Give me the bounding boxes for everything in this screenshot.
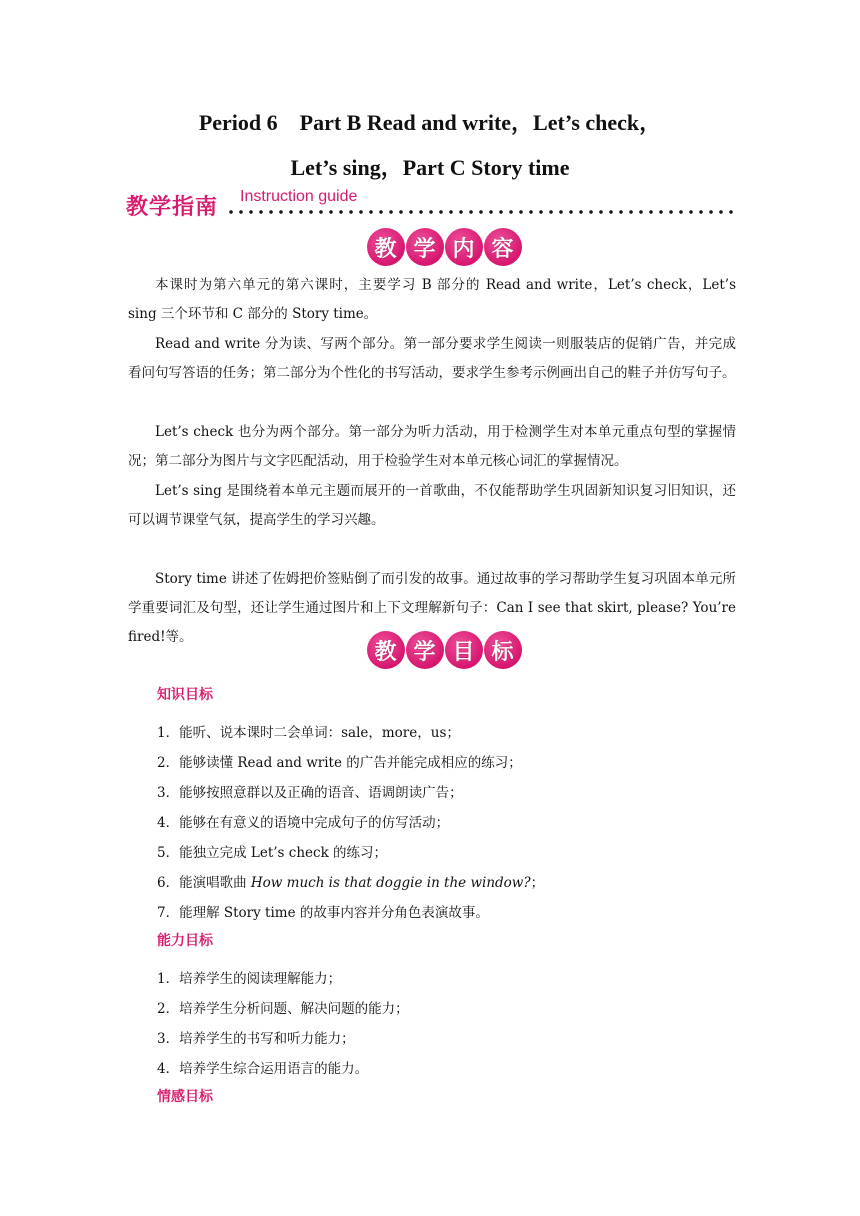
knowledge-objectives-heading: 知识目标: [157, 687, 213, 703]
content-paragraph: Let’s check 也分为两个部分。第一部分为听力活动，用于检测学生对本单元重点句型的掌握情况；第二部分为图片与文字匹配活动，用于检验学生对本单元核心词汇的掌握情况。: [128, 424, 736, 469]
dotted-rule: [226, 209, 738, 215]
badge-char: 内: [445, 228, 483, 266]
content-paragraph: Let’s sing 是围绕着本单元主题而展开的一首歌曲，不仅能帮助学生巩固新知识复习旧知识，还可以调节课堂气氛，提高学生的学习兴趣。: [128, 483, 736, 528]
guide-heading-cn: 教学指南: [126, 195, 219, 220]
knowledge-item: 2．能够读懂 Read and write 的广告并能完成相应的练习；: [157, 755, 522, 771]
ability-item: 2．培养学生分析问题、解决问题的能力；: [157, 1001, 409, 1017]
song-item-suffix: ；: [530, 875, 545, 891]
badge-char: 学: [406, 631, 444, 669]
knowledge-item: 7．能理解 Story time 的故事内容并分角色表演故事。: [157, 905, 489, 921]
ability-item: 3．培养学生的书写和听力能力；: [157, 1031, 355, 1047]
knowledge-item: 1．能听、说本课时二会单词：sale，more，us；: [157, 725, 460, 741]
knowledge-item: 4．能够在有意义的语境中完成句子的仿写活动；: [157, 815, 450, 831]
teaching-objectives-badge: [364, 630, 524, 670]
lesson-title-line-1: Period 6 Part B Read and write，Let’s check，: [198, 110, 662, 135]
badge-char: 容: [484, 228, 522, 266]
song-item-prefix: 6．能演唱歌曲: [157, 875, 251, 891]
knowledge-item: 3．能够按照意群以及正确的语音、语调朗读广告；: [157, 785, 463, 801]
knowledge-item: 5．能独立完成 Let’s check 的练习；: [157, 845, 388, 861]
content-paragraph: Story time 讲述了佐姆把价签贴倒了而引发的故事。通过故事的学习帮助学生复习巩固本单元所学重要词汇及句型，还让学生通过图片和上下文理解新句子：Can I see that skirt, please? You’re fired!等。: [128, 571, 736, 645]
song-title: How much is that doggie in the window?: [250, 875, 531, 891]
ability-item: 1．培养学生的阅读理解能力；: [157, 971, 342, 987]
badge-char: 教: [367, 631, 405, 669]
ability-objectives-heading: 能力目标: [157, 933, 213, 949]
lesson-title-line-2: Let’s sing，Part C Story time: [290, 155, 570, 180]
badge-char: 学: [406, 228, 444, 266]
knowledge-item-song: [157, 871, 737, 891]
teaching-content-badge: [364, 227, 524, 267]
guide-heading-en: Instruction guide: [240, 188, 358, 205]
badge-char: 目: [445, 631, 483, 669]
ability-item: 4．培养学生综合运用语言的能力。: [157, 1061, 369, 1077]
instruction-guide-banner: [126, 190, 738, 224]
content-paragraph: 本课时为第六单元的第六课时，主要学习 B 部分的 Read and write，Let’s check，Let’s sing 三个环节和 C 部分的 Story time。: [128, 277, 736, 322]
badge-char: 教: [367, 228, 405, 266]
content-paragraph: Read and write 分为读、写两个部分。第一部分要求学生阅读一则服装店的促销广告，并完成看问句写答语的任务；第二部分为个性化的书写活动，要求学生参考示例画出自己的鞋子并仿写句子。: [128, 336, 736, 381]
badge-char: 标: [484, 631, 522, 669]
emotion-objectives-heading: 情感目标: [157, 1089, 213, 1105]
